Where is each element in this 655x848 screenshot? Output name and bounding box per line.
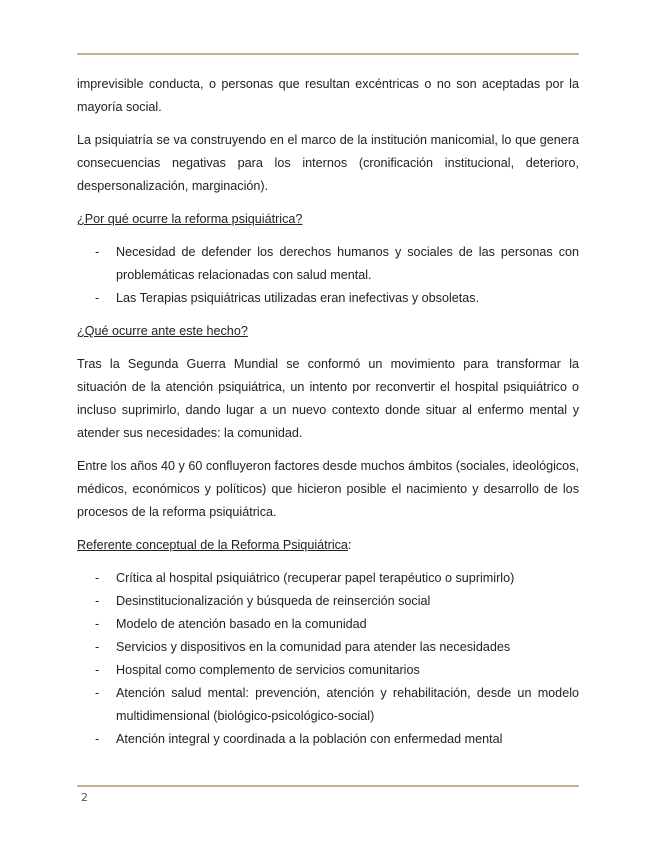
paragraph: La psiquiatría se va construyendo en el marco de la institución manicomial, lo que genera consecuencias negativas para los internos (cronificación institucional, deterioro, despersonalización, marginación). <box>77 133 579 193</box>
footer-rule <box>77 785 579 787</box>
dash-bullet: - <box>95 245 100 259</box>
dash-bullet: - <box>95 617 100 631</box>
list-item <box>77 659 579 682</box>
dash-bullet: - <box>95 571 100 585</box>
list-item-text: Crítica al hospital psiquiátrico (recuperar papel terapéutico o suprimirlo) <box>116 571 515 585</box>
section-heading-why: ¿Por qué ocurre la reforma psiquiátrica? <box>77 212 303 226</box>
section-heading-referent-line <box>77 534 579 557</box>
list-item-text: Servicios y dispositivos en la comunidad para atender las necesidades <box>116 640 511 654</box>
page-body <box>77 73 579 761</box>
heading-colon: : <box>347 538 352 552</box>
dash-bullet: - <box>95 640 100 654</box>
list-item <box>77 613 579 636</box>
list-item <box>77 682 579 728</box>
list-item-text: Atención integral y coordinada a la población con enfermedad mental <box>116 732 503 746</box>
dash-bullet: - <box>95 732 100 746</box>
dash-bullet: - <box>95 686 100 700</box>
paragraph: imprevisible conducta, o personas que resultan excéntricas o no son aceptadas por la mayoría social. <box>77 77 579 114</box>
list-item <box>77 241 579 287</box>
dash-bullet: - <box>95 663 100 677</box>
list-item-text: Modelo de atención basado en la comunidad <box>116 617 367 631</box>
list-item-text: Hospital como complemento de servicios comunitarios <box>116 663 420 677</box>
list-item <box>77 287 579 310</box>
header-rule <box>77 53 579 55</box>
list-item <box>77 636 579 659</box>
paragraph: Tras la Segunda Guerra Mundial se conformó un movimiento para transformar la situación de la atención psiquiátrica, un intento por reconvertir el hospital psiquiátrico o incluso suprimirlo, dando lugar a un nuevo contexto donde situar al enfermo mental y atender sus necesidades: la comunidad. <box>77 357 579 440</box>
reasons-list <box>77 241 579 310</box>
page-number: 2 <box>81 791 88 804</box>
list-item-text: Las Terapias psiquiátricas utilizadas eran inefectivas y obsoletas. <box>116 291 480 305</box>
paragraph: Entre los años 40 y 60 confluyeron factores desde muchos ámbitos (sociales, ideológicos, médicos, económicos y políticos) que hicieron posible el nacimiento y desarrollo de los procesos de la reforma psiquiátrica. <box>77 459 579 519</box>
dash-bullet: - <box>95 594 100 608</box>
section-heading-what: ¿Qué ocurre ante este hecho? <box>77 324 248 338</box>
list-item <box>77 590 579 613</box>
list-item-text: Desinstitucionalización y búsqueda de reinserción social <box>116 594 431 608</box>
dash-bullet: - <box>95 291 100 305</box>
list-item-text: Necesidad de defender los derechos humanos y sociales de las personas con problemáticas relacionadas con salud mental. <box>116 245 579 282</box>
section-heading-referent: Referente conceptual de la Reforma Psiquiátrica <box>77 538 348 552</box>
list-item <box>77 567 579 590</box>
list-item-text: Atención salud mental: prevención, atención y rehabilitación, desde un modelo multidimensional (biológico-psicológico-social) <box>116 686 579 723</box>
referent-list <box>77 567 579 751</box>
list-item <box>77 728 579 751</box>
